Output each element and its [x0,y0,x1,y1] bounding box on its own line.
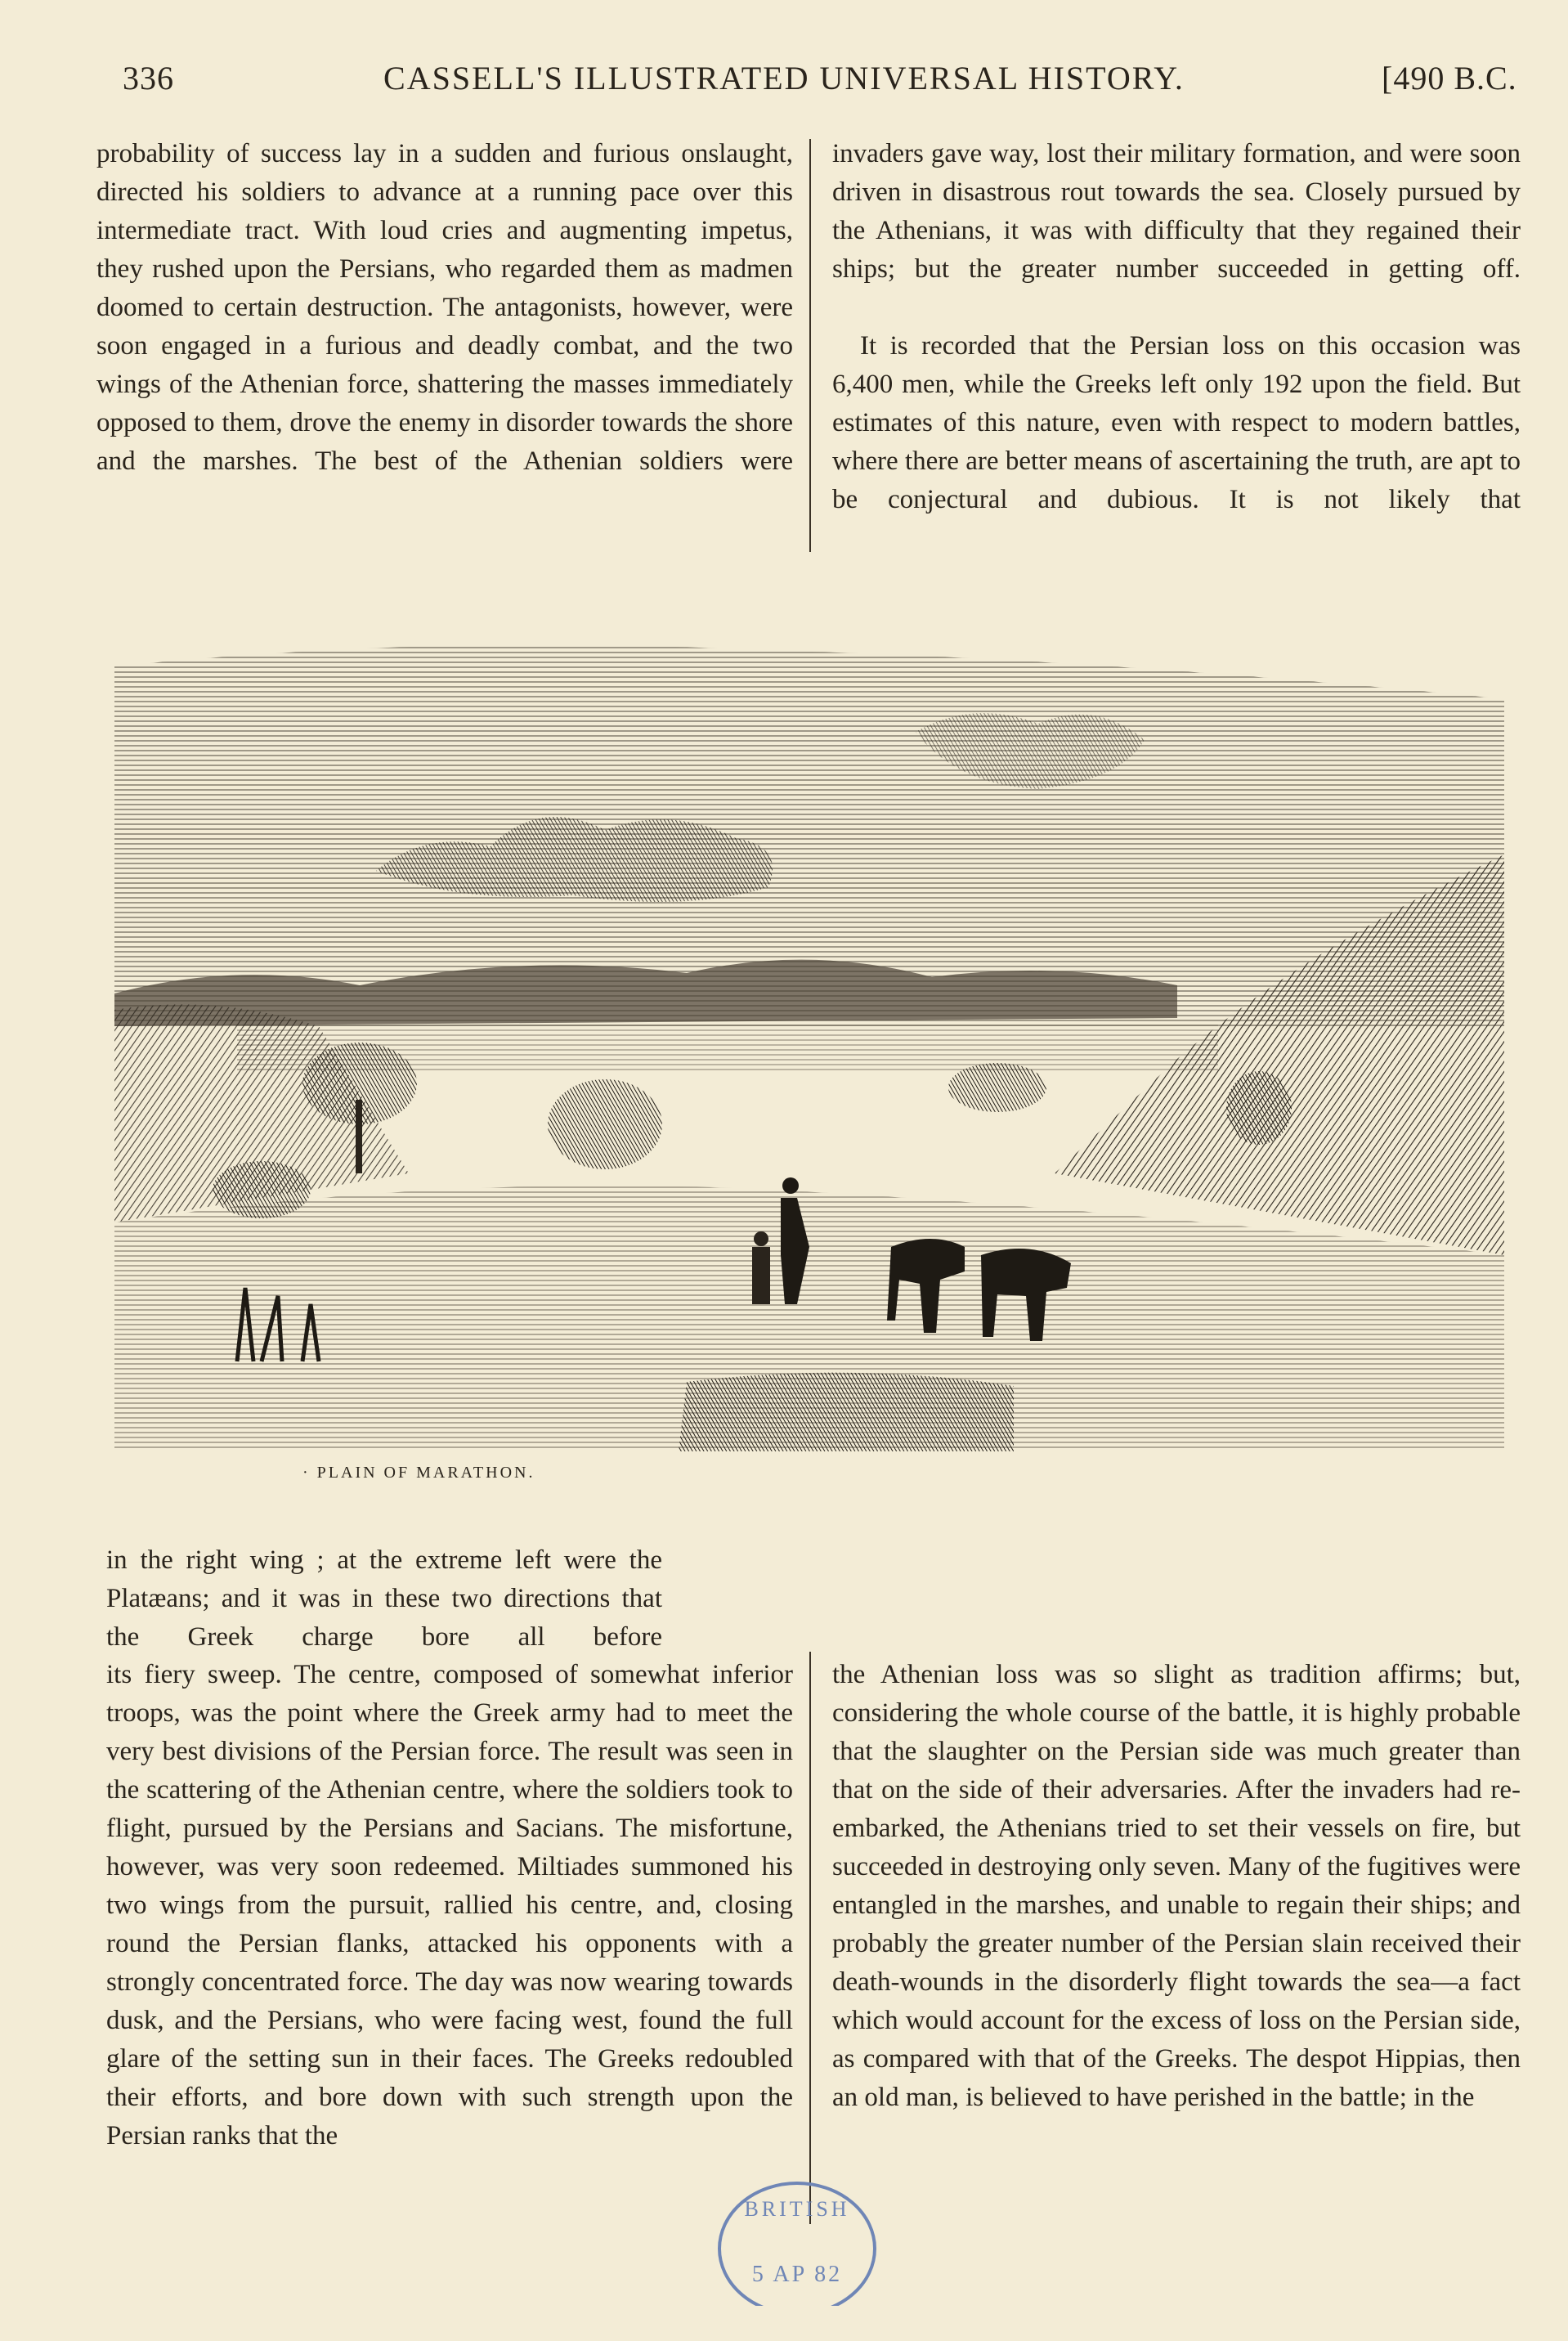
top-right-paragraph-1: invaders gave way, lost their military formation, and were soon driven in disastrous rout towards the sea. Closely pursued by the Athenians, it was with difficulty that they regained their ships; but the greater number succeeded in getting off. [832,139,1521,284]
figure-caption: · PLAIN OF MARATHON. [302,1464,535,1482]
top-left-column-text: probability of success lay in a sudden and furious onslaught, directed his soldiers to advance at a running pace over this intermediate tract. With loud cries and augmenting impetus, they rushed upon the Persians, who regarded them as madmen doomed to certain destruction. The antagonists, however, were soon engaged in a furious and deadly combat, and the two wings of the Athenian force, shattering the masses immediately opposed to them, drove the enemy in disorder towards the shore and the marshes. The best of the Athenian soldiers were [96,139,793,476]
stamp-date: 5 AP 82 [751,2262,843,2287]
page-number: 336 [123,60,174,96]
library-stamp [711,2159,883,2306]
stamp-text: BRITISH [744,2197,850,2221]
bottom-left-column-text: its fiery sweep. The centre, composed of somewhat inferior troops, was the point where the Greek army had to meet the very best divisions of the Persian force. The result was seen in the scattering of the Athenian centre, where the soldiers took to flight, pursued by the Persians and Sacians. The misfortune, however, was very soon redeemed. Miltiades summoned his two wings from the pursuit, rallied his centre, and, closing round the Persian flanks, attacked his opponents with a strongly concentrated force. The day was now wearing towards dusk, and the Persians, who were facing west, found the full glare of the setting sun in their faces. The Greeks redoubled their efforts, and bore down with such strength upon the Persian ranks that the [106,1660,793,2150]
plain-of-marathon-engraving [114,601,1504,1451]
bottom-right-column-text: the Athenian loss was so slight as tradition affirms; but, considering the whole course of the battle, it is highly probable that the slaughter on the Persian side was much greater than that on the side of their adversaries. After the invaders had re-embarked, the Athenians tried to set their vessels on fire, but succeeded in destroying only seven. Many of the fugitives were entangled in the marshes, and unable to regain their ships; and probably the greater number of the Persian slain received their death-wounds in the disorderly flight towards the sea—a fact which would account for the excess of loss on the Persian side, as compared with that of the Greeks. The despot Hippias, then an old man, is believed to have perished in the battle; in the [832,1660,1521,2112]
bottom-left-wrapped-text: in the right wing ; at the extreme left were the Platæans; and it was in these two directions that the Greek charge bore all before [106,1545,662,1652]
column-rule-top [809,139,811,552]
date-marker: [490 B.C. [1382,60,1517,96]
running-title: CASSELL'S ILLUSTRATED UNIVERSAL HISTORY. [383,60,1185,96]
top-right-paragraph-2: It is recorded that the Persian loss on this occasion was 6,400 men, while the Greeks left only 192 upon the field. But estimates of this nature, even with respect to modern battles, where there are better means of ascertaining the truth, are apt to be conjectural and dubious. It is not likely that [832,331,1521,514]
column-rule-bottom [809,1652,811,2224]
